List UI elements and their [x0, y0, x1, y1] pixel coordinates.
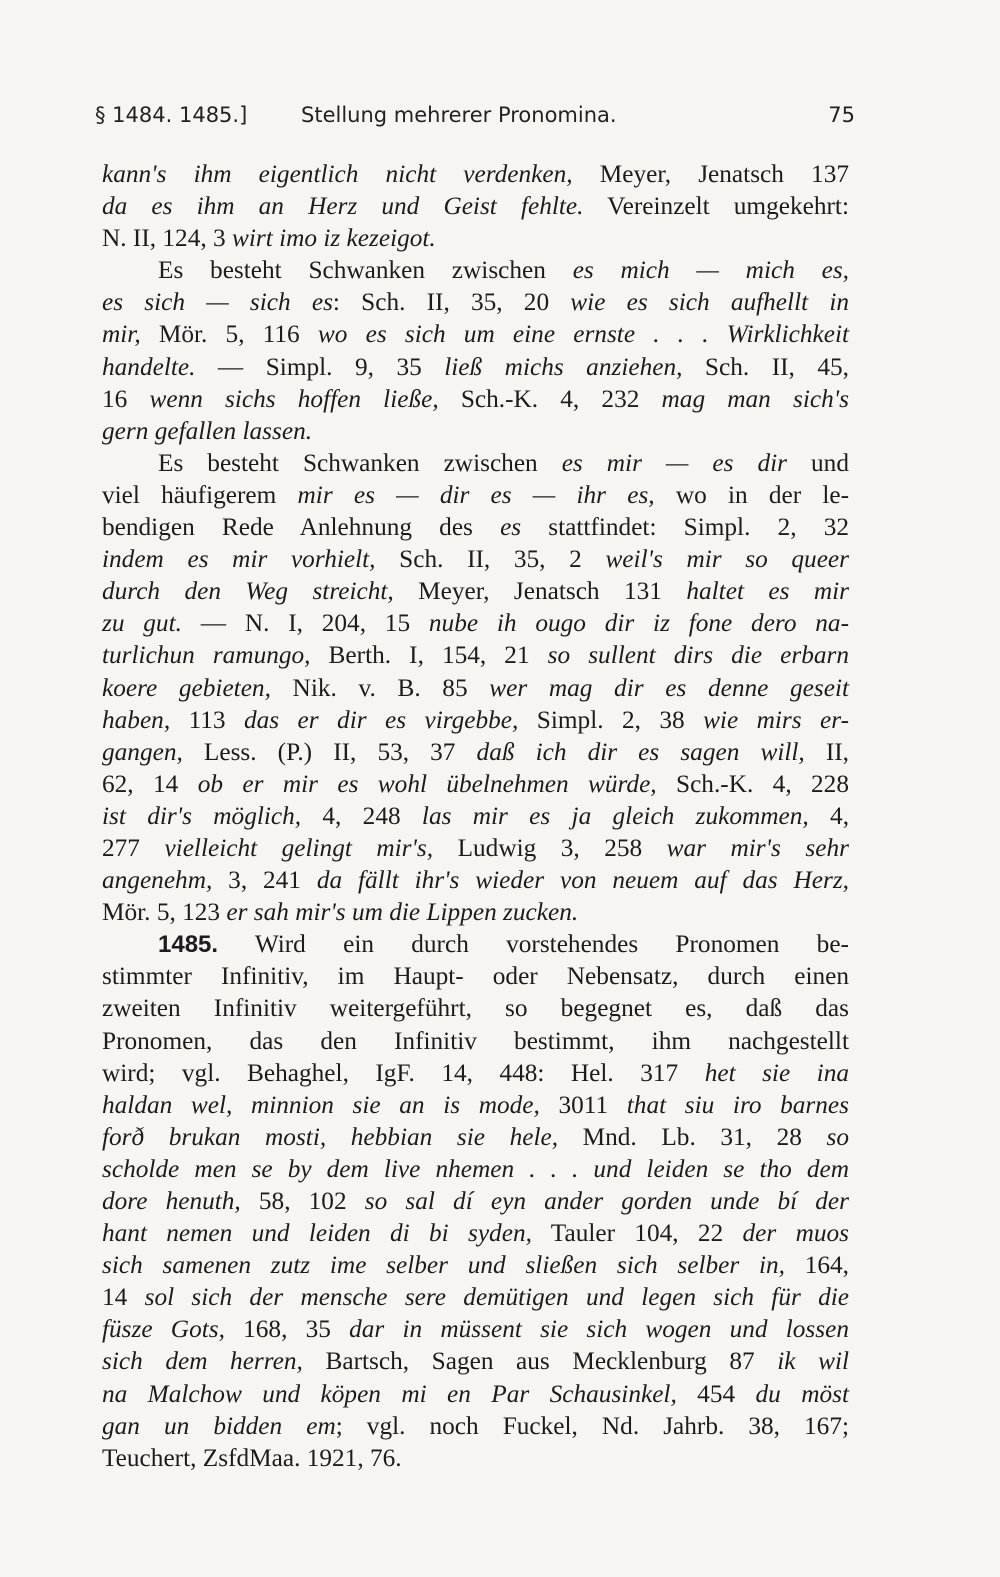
italic-citation: es mir — es dir: [561, 448, 788, 477]
text-segment: wo in der le-: [654, 480, 849, 509]
italic-citation: durch den Weg streicht,: [102, 577, 394, 606]
text-segment: bendigen Rede Anlehnung des: [102, 513, 501, 542]
text-line: [102, 704, 849, 736]
italic-citation: wenn sichs hoffen ließe,: [149, 384, 439, 413]
running-header: [95, 103, 855, 139]
text-segment: Meyer, Jenatsch 131: [393, 577, 687, 606]
italic-citation: angenehm,: [102, 866, 213, 895]
italic-citation: es sich — sich es: [102, 288, 333, 317]
text-segment: Berth. I, 154, 21: [310, 641, 548, 670]
text-segment: zweiten Infinitiv weitergeführt, so begegnet es, daß das: [102, 994, 849, 1023]
text-line: [102, 639, 849, 671]
text-segment: 113: [170, 705, 244, 734]
italic-citation: haltet es mir: [686, 577, 850, 606]
text-segment: — N. I, 204, 15: [181, 609, 429, 638]
text-line: [102, 1217, 849, 1249]
text-line: [102, 1313, 849, 1345]
italic-citation: ob er mir es wohl übelnehmen würde,: [197, 769, 657, 798]
text-line: [102, 158, 849, 190]
text-line: [102, 575, 849, 607]
text-segment: Less. (P.) II, 53, 37: [182, 737, 477, 766]
italic-citation: forð brukan mosti, hebbian sie hele,: [102, 1122, 559, 1151]
text-segment: Sch.-K. 4, 232: [438, 384, 662, 413]
text-line: [102, 607, 849, 639]
text-segment: Meyer, Jenatsch 137: [572, 160, 850, 188]
text-line: [102, 190, 849, 222]
text-segment: 277: [102, 833, 165, 862]
text-segment: Sch. II, 35, 2: [375, 545, 606, 574]
italic-citation: wo es sich um eine ernste . . . Wirklichkeit: [317, 320, 850, 349]
text-segment: — Simpl. 9, 35: [195, 352, 445, 381]
italic-citation: mir es — dir es — ihr es,: [297, 480, 655, 509]
text-line: [102, 511, 849, 543]
italic-citation: da fällt ihr's wieder von neuem auf das Herz,: [316, 866, 849, 895]
italic-citation: het sie ina: [704, 1058, 850, 1087]
text-line: [102, 800, 849, 832]
text-segment: viel häufigerem: [102, 480, 298, 509]
italic-citation: wie es sich aufhellt in: [570, 288, 849, 317]
text-segment: stimmter Infinitiv, im Haupt- oder Nebensatz, durch einen: [102, 962, 849, 991]
text-line: [102, 1121, 849, 1153]
italic-citation: du möst: [755, 1379, 849, 1408]
italic-citation: daß ich dir es sagen will,: [476, 737, 805, 766]
text-segment: : Sch. II, 35, 20: [332, 288, 571, 317]
page-number: 75: [828, 103, 855, 127]
text-line: [102, 1025, 849, 1057]
section-reference: § 1484. 1485.]: [95, 103, 248, 127]
text-line: [102, 832, 849, 864]
italic-citation: sich dem herren,: [102, 1347, 303, 1376]
text-line: [102, 672, 849, 704]
text-segment: und: [787, 448, 849, 477]
text-segment: 454: [676, 1379, 756, 1408]
text-segment: Tauler 104, 22: [531, 1219, 743, 1248]
italic-citation: da es ihm an Herz und Geist fehlte.: [102, 192, 584, 221]
text-segment: Mör. 5, 123: [102, 898, 227, 927]
italic-citation: dore henuth,: [102, 1187, 241, 1215]
text-segment: Ludwig 3, 258: [433, 833, 667, 862]
italic-citation: ist dir's möglich,: [102, 801, 302, 830]
text-line: [102, 1249, 849, 1281]
text-line: [102, 992, 849, 1024]
text-segment: Wird ein durch vorstehendes Pronomen be-: [218, 930, 849, 959]
text-segment: N. II, 124, 3: [102, 224, 232, 253]
italic-citation: sol sich der mensche sere demütigen und legen sich für die: [144, 1283, 850, 1312]
section-number: 1485.: [158, 931, 219, 959]
text-segment: Sch.-K. 4, 228: [656, 769, 849, 798]
text-line: [102, 1345, 849, 1377]
text-segment: Mör. 5, 116: [140, 320, 318, 349]
italic-citation: kann's ihm eigentlich nicht verdenken,: [102, 160, 573, 188]
italic-citation: so sal dí eyn ander gorden unde bí der: [364, 1187, 849, 1215]
italic-citation: wie mirs er-: [703, 705, 849, 734]
text-segment: 164,: [784, 1251, 849, 1280]
italic-citation: haben,: [102, 705, 171, 734]
italic-citation: so sullent dirs die erbarn: [547, 641, 849, 670]
text-segment: Mnd. Lb. 31, 28: [558, 1122, 827, 1151]
body-text: [102, 158, 849, 1474]
italic-citation: vielleicht gelingt mir's,: [164, 833, 434, 862]
text-segment: 168, 35: [224, 1315, 350, 1344]
italic-citation: das er dir es virgebbe,: [244, 705, 519, 734]
italic-citation: mag man sich's: [661, 384, 849, 413]
text-line: [102, 1153, 849, 1185]
italic-citation: scholde men se by dem live nhemen . . . und leiden se tho dem: [102, 1154, 849, 1183]
italic-citation: haldan wel, minnion sie an is mode,: [102, 1090, 540, 1119]
italic-citation: er sah mir's um die Lippen zucken.: [226, 898, 579, 927]
text-line: [102, 415, 849, 447]
text-segment: 14: [102, 1283, 145, 1312]
italic-citation: gern gefallen lassen.: [102, 416, 313, 445]
italic-citation: indem es mir vorhielt,: [102, 545, 376, 574]
italic-citation: dar in müssent sie sich wogen und lossen: [349, 1315, 849, 1344]
italic-citation: las mir es ja gleich zukommen,: [421, 801, 809, 830]
text-line: [102, 254, 849, 286]
italic-citation: ließ michs anziehen,: [444, 352, 683, 381]
text-line: [102, 896, 849, 928]
italic-citation: war mir's sehr: [666, 833, 849, 862]
text-line: [102, 1057, 849, 1089]
italic-citation: es: [500, 513, 522, 542]
text-segment: ; vgl. noch Fuckel, Nd. Jahrb. 38, 167;: [335, 1411, 849, 1440]
text-line: [102, 479, 849, 511]
page-title: Stellung mehrerer Pronomina.: [301, 103, 617, 127]
italic-citation: gan un bidden em: [102, 1411, 336, 1440]
text-line: [102, 351, 849, 383]
text-segment: Es besteht Schwanken zwischen: [158, 448, 562, 477]
italic-citation: sich samenen zutz ime selber und sließen sich selber in,: [102, 1251, 785, 1280]
text-line: [102, 222, 849, 254]
text-segment: Vereinzelt umgekehrt:: [583, 192, 849, 221]
text-line: [102, 1410, 849, 1442]
text-segment: 3011: [539, 1090, 627, 1119]
text-line: [102, 1089, 849, 1121]
text-segment: 4, 248: [301, 801, 422, 830]
text-line: [102, 1185, 849, 1217]
text-segment: wird; vgl. Behaghel, IgF. 14, 448: Hel. 317: [102, 1058, 705, 1087]
italic-citation: nube ih ougo dir iz fone dero na-: [428, 609, 849, 638]
italic-citation: handelte.: [102, 352, 196, 381]
italic-citation: that siu iro barnes: [626, 1090, 850, 1119]
text-line: [102, 286, 849, 318]
text-segment: 16: [102, 384, 150, 413]
text-line: [102, 1378, 849, 1410]
italic-citation: mir,: [102, 320, 141, 349]
italic-citation: es mich — mich es,: [572, 256, 849, 285]
text-segment: Pronomen, das den Infinitiv bestimmt, ihm nachgestellt: [102, 1026, 849, 1055]
text-segment: Teuchert, ZsfdMaa. 1921, 76.: [102, 1443, 402, 1472]
italic-citation: turlichun ramungo,: [102, 641, 311, 670]
text-segment: 58, 102: [240, 1187, 365, 1215]
text-segment: II,: [804, 737, 849, 766]
italic-citation: koere gebieten,: [102, 673, 271, 702]
text-segment: 4,: [808, 801, 850, 830]
text-line: [102, 768, 849, 800]
text-line: [102, 318, 849, 350]
text-segment: Bartsch, Sagen aus Mecklenburg 87: [302, 1347, 778, 1376]
text-segment: Es besteht Schwanken zwischen: [158, 256, 573, 285]
text-line: [102, 1442, 849, 1474]
text-line: [102, 928, 849, 960]
text-segment: 62, 14: [102, 769, 198, 798]
text-line: [102, 383, 849, 415]
italic-citation: hant nemen und leiden di bi syden,: [102, 1219, 532, 1248]
italic-citation: gangen,: [102, 737, 183, 766]
italic-citation: so: [826, 1122, 849, 1151]
text-line: [102, 543, 849, 575]
text-segment: Sch. II, 45,: [682, 352, 849, 381]
text-segment: Nik. v. B. 85: [270, 673, 490, 702]
italic-citation: na Malchow und köpen mi en Par Schausinkel,: [102, 1379, 677, 1408]
italic-citation: weil's mir so queer: [605, 545, 850, 574]
italic-citation: füsze Gots,: [102, 1315, 225, 1344]
text-segment: Simpl. 2, 38: [518, 705, 704, 734]
italic-citation: wer mag dir es denne geseit: [489, 673, 850, 702]
italic-citation: wirt imo iz kezeigot.: [231, 224, 436, 253]
text-line: [102, 864, 849, 896]
text-segment: stattfindet: Simpl. 2, 32: [521, 513, 849, 542]
text-line: [102, 1281, 849, 1313]
italic-citation: zu gut.: [102, 609, 182, 638]
italic-citation: ik wil: [777, 1347, 849, 1376]
text-line: [102, 447, 849, 479]
text-line: [102, 960, 849, 992]
italic-citation: der muos: [742, 1219, 849, 1248]
text-line: [102, 736, 849, 768]
text-segment: 3, 241: [212, 866, 317, 895]
